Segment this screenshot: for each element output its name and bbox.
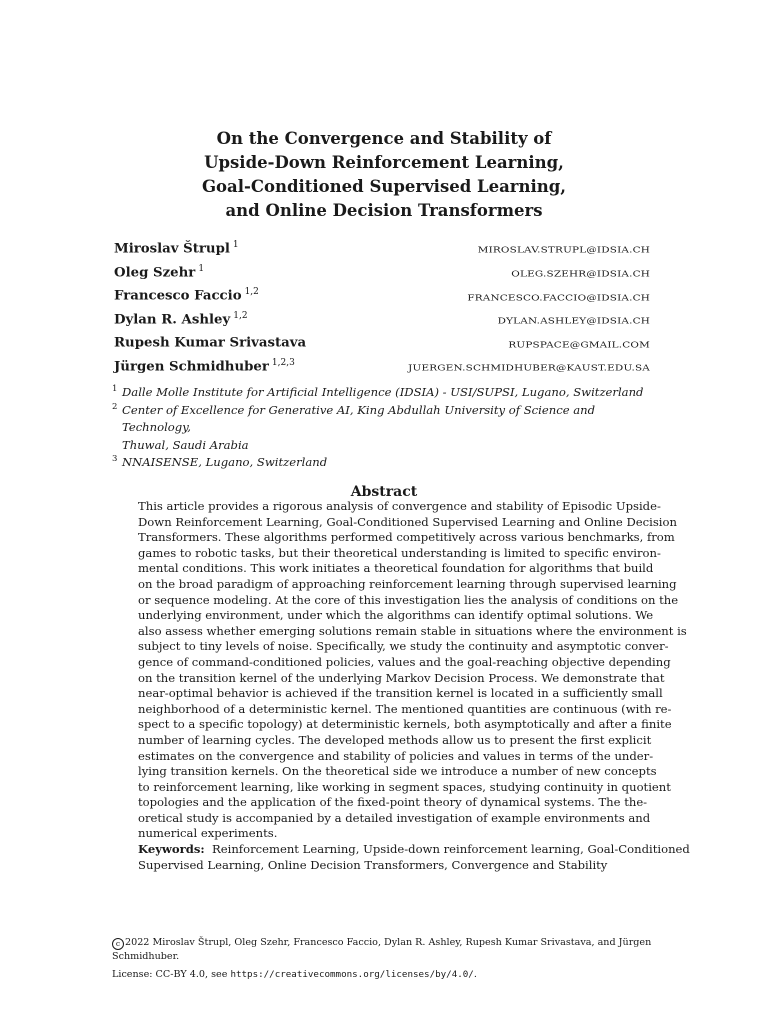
author-name: Francesco Faccio $^{1,2}$ — [114, 287, 259, 304]
author-affil-marker: 1,2,3 — [271, 357, 295, 368]
affiliation-item — [112, 437, 652, 455]
abstract-line: number of learning cycles. The developed methods allow us to present the first explicit — [138, 732, 652, 747]
abstract-line: subject to tiny levels of noise. Specifically, we study the continuity and asymptotic conver- — [138, 639, 669, 654]
author-affil-marker: 1 — [198, 263, 205, 274]
copyright-notice — [112, 936, 652, 963]
abstract-line: also assess whether emerging solutions remain stable in situations where the environment is — [138, 623, 687, 638]
affiliation-number: 3 — [112, 454, 118, 465]
affiliation-text: Center of Excellence for Generative AI, King Abdullah University of Science and Technology, — [122, 402, 596, 435]
author-email[interactable]: JUERGEN.SCHMIDHUBER@KAUST.EDU.SA — [408, 363, 650, 374]
abstract-line: oretical study is accompanied by a detailed investigation of example environments and — [138, 810, 651, 825]
paper-title — [114, 127, 654, 223]
author-affil-marker: 1,2 — [233, 310, 248, 321]
keywords-text: Reinforcement Learning, Upside-down reinforcement learning, Goal-Conditioned — [212, 842, 690, 857]
abstract-line: Transformers. These algorithms performed competitively across various benchmarks, from — [138, 530, 675, 545]
abstract-line: Down Reinforcement Learning, Goal-Conditioned Supervised Learning and Online Decision — [138, 514, 677, 529]
affiliation-item — [112, 454, 652, 472]
abstract-line: estimates on the convergence and stability of policies and values in terms of the under- — [138, 748, 654, 763]
author-affil-marker: 1,2 — [244, 287, 259, 298]
abstract-line: numerical experiments. — [138, 826, 278, 841]
title-line-3: Goal-Conditioned Supervised Learning, — [201, 177, 567, 196]
license-suffix: . — [473, 969, 477, 980]
license-link[interactable]: https://creativecommons.org/licenses/by/4.0/ — [230, 969, 474, 980]
keywords-line — [138, 842, 690, 858]
abstract-line: on the broad paradigm of approaching reinforcement learning through supervised learning — [138, 576, 677, 591]
author-name: Jürgen Schmidhuber $^{1,2,3}$ — [114, 357, 295, 375]
author-email[interactable]: DYLAN.ASHLEY@IDSIA.CH — [497, 316, 650, 327]
abstract-line: games to robotic tasks, but their theoretical understanding is limited to specific environ- — [138, 545, 661, 560]
author-list — [114, 240, 650, 382]
affiliation-item — [112, 402, 652, 437]
keywords-label: Keywords: — [138, 842, 205, 857]
copyright-text: 2022 Miroslav Štrupl, Oleg Szehr, Francesco Faccio, Dylan R. Ashley, Rupesh Kumar Srivastava, and Jürgen — [125, 937, 652, 948]
affiliation-number: 2 — [112, 401, 118, 412]
abstract-line: This article provides a rigorous analysis of convergence and stability of Episodic Upside- — [138, 499, 661, 513]
author-row — [114, 334, 650, 358]
affiliation-text: Dalle Molle Institute for Artificial Intelligence (IDSIA) - USI/SUPSI, Lugano, Switzerland — [122, 385, 644, 399]
author-row — [114, 264, 650, 288]
abstract-body — [138, 499, 690, 873]
title-line-2: Upside-Down Reinforcement Learning, — [204, 153, 564, 172]
abstract-line: underlying environment, under which the algorithms can identify optimal solutions. We — [138, 608, 654, 623]
author-email[interactable]: OLEG.SZEHR@IDSIA.CH — [511, 269, 650, 280]
abstract-heading: Abstract — [350, 484, 418, 500]
abstract-line: lying transition kernels. On the theoretical side we introduce a number of new concepts — [138, 764, 657, 779]
license-notice — [112, 968, 652, 981]
abstract-line: to reinforcement learning, like working in segment spaces, studying continuity in quotient — [138, 779, 671, 794]
affiliation-list — [112, 384, 652, 472]
author-email[interactable]: MIROSLAV.STRUPL@IDSIA.CH — [477, 245, 650, 256]
title-line-1: On the Convergence and Stability of — [216, 129, 552, 148]
author-name: Dylan R. Ashley $^{1,2}$ — [114, 310, 248, 328]
copyright-icon: c — [112, 938, 124, 950]
author-affil-marker: 1 — [232, 240, 239, 250]
author-row — [114, 311, 650, 335]
author-name: Oleg Szehr $^1$ — [114, 263, 205, 281]
author-row — [114, 358, 650, 382]
license-prefix: License: CC-BY 4.0, see — [112, 969, 228, 980]
abstract-line: near-optimal behavior is achieved if the transition kernel is located in a sufficiently small — [138, 686, 663, 701]
author-row — [114, 240, 650, 264]
affiliation-number: 1 — [112, 384, 118, 394]
affiliation-item — [112, 384, 652, 402]
abstract-line: on the transition kernel of the underlying Markov Decision Process. We demonstrate that — [138, 670, 665, 685]
abstract-line: gence of command-conditioned policies, values and the goal-reaching objective depending — [138, 654, 671, 669]
affiliation-text: NNAISENSE, Lugano, Switzerland — [122, 455, 328, 470]
author-email[interactable]: RUPSPACE@GMAIL.COM — [508, 339, 650, 350]
abstract-line: or sequence modeling. At the core of this investigation lies the analysis of conditions on the — [138, 592, 679, 607]
affiliation-number — [112, 434, 122, 452]
keywords-line: Supervised Learning, Online Decision Transformers, Convergence and Stability — [138, 857, 608, 872]
author-name: Miroslav Štrupl $^1$ — [114, 240, 239, 257]
abstract-line: spect to a specific topology) at deterministic kernels, both asymptotically and after a finite — [138, 717, 672, 732]
abstract-line: topologies and the application of the fixed-point theory of dynamical systems. The the- — [138, 795, 648, 810]
author-row — [114, 287, 650, 311]
affiliation-text: Thuwal, Saudi Arabia — [122, 437, 249, 452]
abstract-line: neighborhood of a deterministic kernel. The mentioned quantities are continuous (with re- — [138, 701, 672, 716]
author-name: Rupesh Kumar Srivastava — [114, 335, 307, 351]
abstract-line: mental conditions. This work initiates a theoretical foundation for algorithms that build — [138, 561, 654, 576]
copyright-text-cont: Schmidhuber. — [112, 951, 180, 962]
title-line-4: and Online Decision Transformers — [225, 201, 543, 220]
author-email[interactable]: FRANCESCO.FACCIO@IDSIA.CH — [467, 292, 650, 303]
